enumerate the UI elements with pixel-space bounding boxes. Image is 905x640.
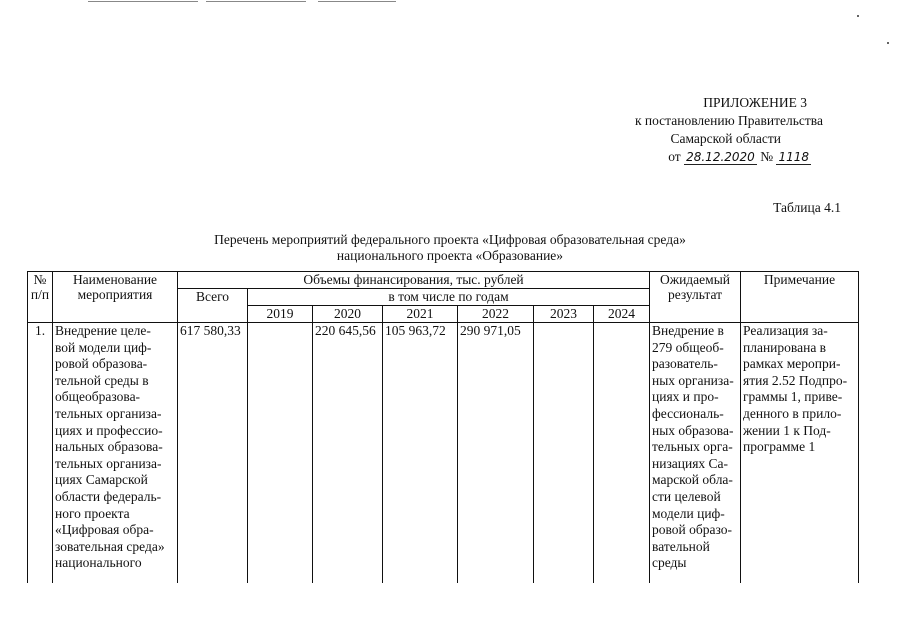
header-year: 2019 [248, 306, 313, 323]
row-name: Внедрение целе- вой модели циф- ровой образова- тельной среды в общеобразова- тельных организа- циях и профессио- нальных образова- тельных организа- циях Самарской области федераль- ного проекта «Цифровая обра- зовательная среда» национального [53, 323, 178, 583]
header-name: Наименование мероприятия [53, 272, 178, 323]
appendix-block [563, 94, 823, 166]
header-by-years: в том числе по годам [248, 289, 650, 306]
header-result: Ожидаемый результат [650, 272, 741, 323]
header-year: 2020 [313, 306, 383, 323]
header-year: 2021 [383, 306, 458, 323]
document-title [150, 232, 750, 264]
scan-speck [857, 15, 859, 17]
table-label: Таблица 4.1 [773, 200, 841, 215]
number-prefix: № [760, 149, 774, 164]
row-total: 617 580,33 [178, 323, 248, 583]
header-note: Примечание [741, 272, 859, 323]
row-2019 [248, 323, 313, 583]
scan-top-line-left [88, 1, 198, 2]
handwritten-number: 1118 [778, 150, 809, 164]
row-2020: 220 645,56 [313, 323, 383, 583]
row-note: Реализация за- планирована в рамках меропри- ятия 2.52 Подпро- граммы 1, приве- денного в прило- жении 1 к Под- программе 1 [741, 323, 859, 583]
appendix-date-line [563, 148, 823, 166]
header-financing: Объемы финансирования, тыс. рублей [178, 272, 650, 289]
row-result: Внедрение в 279 общеоб- разователь- ных организа- циях и про- фессиональ- ных образова- тельных орга- низациях Са- марской обла- сти целевой модели циф- ровой образо- вательной среды [650, 323, 741, 583]
row-2021: 105 963,72 [383, 323, 458, 583]
row-2022: 290 971,05 [458, 323, 534, 583]
row-2024 [594, 323, 650, 583]
title-line-2: национального проекта «Образование» [336, 248, 564, 263]
row-num: 1. [28, 323, 53, 583]
table-row [28, 323, 859, 583]
row-2023 [534, 323, 594, 583]
scan-top-line-mid [206, 1, 306, 2]
appendix-title: ПРИЛОЖЕНИЕ 3 [703, 95, 807, 110]
appendix-line-region: Самарской области [670, 131, 781, 146]
header-year: 2022 [458, 306, 534, 323]
title-line-1: Перечень мероприятий федерального проекта «Цифровая образовательная среда» [214, 232, 686, 247]
scan-speck [887, 42, 889, 44]
appendix-line-resolution: к постановлению Правительства [634, 113, 823, 128]
handwritten-date: 28.12.2020 [686, 150, 755, 164]
header-year: 2024 [594, 306, 650, 323]
header-year: 2023 [534, 306, 594, 323]
header-num: № п/п [28, 272, 53, 323]
measures-table [27, 271, 859, 583]
date-prefix: от [668, 149, 681, 164]
scan-top-line-right [318, 1, 396, 2]
header-total: Всего [178, 289, 248, 323]
